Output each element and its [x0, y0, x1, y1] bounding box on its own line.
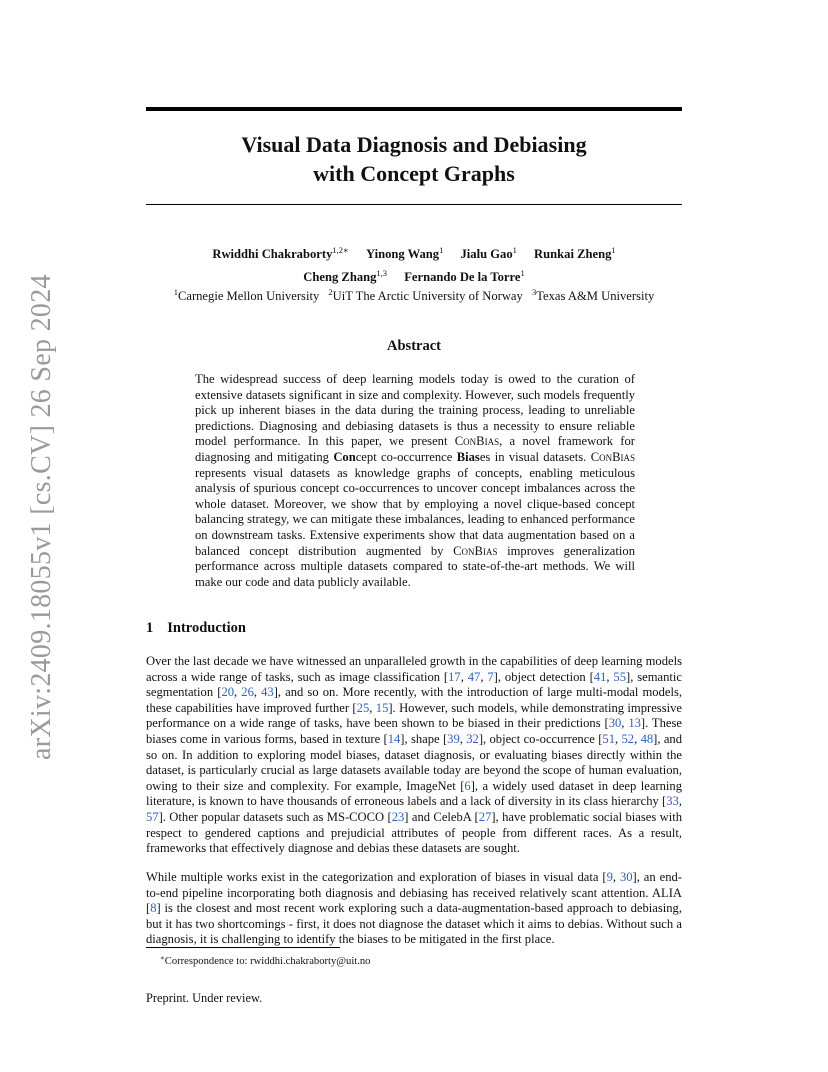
- citation-link[interactable]: 25: [356, 700, 370, 715]
- title-top-rule: [146, 107, 682, 111]
- citation-link[interactable]: 51: [602, 731, 616, 746]
- arxiv-identifier-text: arXiv:2409.18055v1 [cs.CV] 26 Sep 2024: [26, 274, 57, 760]
- citation-link[interactable]: 26: [241, 685, 254, 700]
- intro-paragraph-2: While multiple works exist in the categorization and exploration of biases in visual data [9, 30], an end-to-end pipeline incorporating both diagnosis and debiasing has received relatively scant attention. ALIA [8] is the closest and most recent work exploring such a data-augmentation-based approach to debiasing, but it has two shortcomings - first, it does not diagnose the dataset which it aims to debias. Without such a diagnosis, it is challenging to identify the biases to be mitigated in the first place.: [146, 870, 682, 947]
- section-heading: [146, 620, 246, 637]
- citation-link[interactable]: 32: [466, 731, 479, 746]
- citation-link[interactable]: 13: [628, 716, 641, 731]
- citation-link[interactable]: 47: [467, 669, 481, 684]
- citation-link[interactable]: 30: [619, 870, 633, 884]
- affiliations: [146, 283, 682, 305]
- method-name: ConBias: [590, 449, 635, 464]
- citation-link[interactable]: 48: [640, 731, 654, 746]
- citation-link[interactable]: 41: [593, 669, 607, 684]
- citation-link[interactable]: 30: [608, 716, 622, 731]
- citation-link[interactable]: 15: [375, 700, 389, 715]
- affiliation: $^2$UiT The Arctic University of Norway: [328, 287, 523, 303]
- author: Runkai Zheng$^1$: [534, 245, 616, 261]
- citation-link[interactable]: 17: [448, 669, 461, 684]
- citation-link[interactable]: 43: [261, 685, 274, 700]
- arxiv-identifier: [18, 274, 58, 760]
- abstract-body: The widespread success of deep learning models today is owed to the curation of extensive datasets significant in size and complexity. However, such models frequently pick up inherent biases in the data during the training process, leading to unreliable predictions. Diagnosing and debiasing datasets is thus a necessity to ensure reliable model performance. In this paper, we present ConBias, a novel framework for diagnosing and mitigating Concept co-occurrence Biases in visual datasets. ConBias represents visual datasets as knowledge graphs of concepts, enabling meticulous analysis of spurious concept co-occurrences to uncover concept imbalances across the whole dataset. Moreover, we show that by employing a novel clique-based concept balancing strategy, we can mitigate these imbalances, leading to enhanced performance on downstream tasks. Extensive experiments show that data augmentation based on a balanced concept distribution augmented by ConBias improves generalization performance across multiple datasets compared to state-of-the-art methods. We will make our code and data publicly available.: [195, 372, 635, 589]
- affiliation: $^3$Texas A&M University: [531, 287, 655, 303]
- title-line-1: Visual Data Diagnosis and Debiasing: [241, 132, 587, 157]
- citation-link[interactable]: 52: [621, 731, 635, 746]
- citation-link[interactable]: 6: [464, 778, 471, 793]
- author: Jialu Gao$^1$: [460, 245, 517, 261]
- citation-link[interactable]: 55: [613, 669, 626, 684]
- citation-link[interactable]: 14: [387, 731, 401, 746]
- affiliation: $^1$Carnegie Mellon University: [173, 287, 320, 303]
- author: Fernando De la Torre$^1$: [404, 268, 525, 284]
- citation-link[interactable]: 27: [478, 809, 492, 824]
- citation-link[interactable]: 57: [146, 809, 159, 824]
- preprint-notice: Preprint. Under review.: [146, 991, 263, 1005]
- citation-link[interactable]: 7: [487, 669, 494, 684]
- author: Cheng Zhang$^{1,3}$: [303, 268, 388, 284]
- intro-paragraph-1: Over the last decade we have witnessed an unparalleled growth in the capabilities of deep learning models across a wide range of tasks, such as image classification [17, 47, 7], object detection [41, 55], semantic segmentation [20, 26, 43], and so on. More recently, with the introduction of large multi-modal models, these capabilities have improved further [25, 15]. However, such models, while demonstrating impressive performance on a wide range of tasks, have been shown to be biased in their predictions [30, 13]. These biases come in various forms, based in texture [14], shape [39, 32], object co-occurrence [51, 52, 48], and so on. In addition to exploring model biases, dataset diagnosis, or evaluating biases directly within the dataset, is particularly crucial as large datasets available today are beyond the scope of human evaluation, owing to their size and complexity. For example, ImageNet [6], a widely used dataset in deep learning literature, is known to have thousands of erroneous labels and a lack of diversity in its class hierarchy [33, 57]. Other popular datasets such as MS-COCO [23] and CelebA [27], have problematic social biases with respect to gendered captions and prejudicial attributes of people from different races. As a result, frameworks that effectively diagnose and debias these datasets are sought.: [146, 654, 683, 856]
- citation-link[interactable]: 9: [606, 870, 613, 884]
- title-bottom-rule: [146, 204, 682, 205]
- footnote: ∗Correspondence to: rwiddhi.chakraborty@uit.no: [160, 954, 371, 967]
- author: Yinong Wang$^1$: [365, 245, 444, 261]
- citation-link[interactable]: 33: [666, 794, 679, 809]
- author: Rwiddhi Chakraborty$^{1,2∗}$: [212, 245, 349, 261]
- method-name: ConBias: [453, 543, 498, 558]
- author-list: [146, 241, 682, 287]
- citation-link[interactable]: 23: [391, 809, 405, 824]
- abstract-heading: Abstract: [387, 338, 441, 354]
- section-number: 1: [146, 620, 154, 636]
- paper-title: [146, 130, 682, 188]
- citation-link[interactable]: 39: [447, 731, 460, 746]
- section-title: Introduction: [167, 620, 246, 636]
- citation-link[interactable]: 8: [150, 901, 157, 916]
- title-line-2: with Concept Graphs: [313, 161, 515, 186]
- footnote-rule: [146, 947, 340, 948]
- method-name: ConBias: [454, 434, 500, 449]
- citation-link[interactable]: 20: [221, 685, 235, 700]
